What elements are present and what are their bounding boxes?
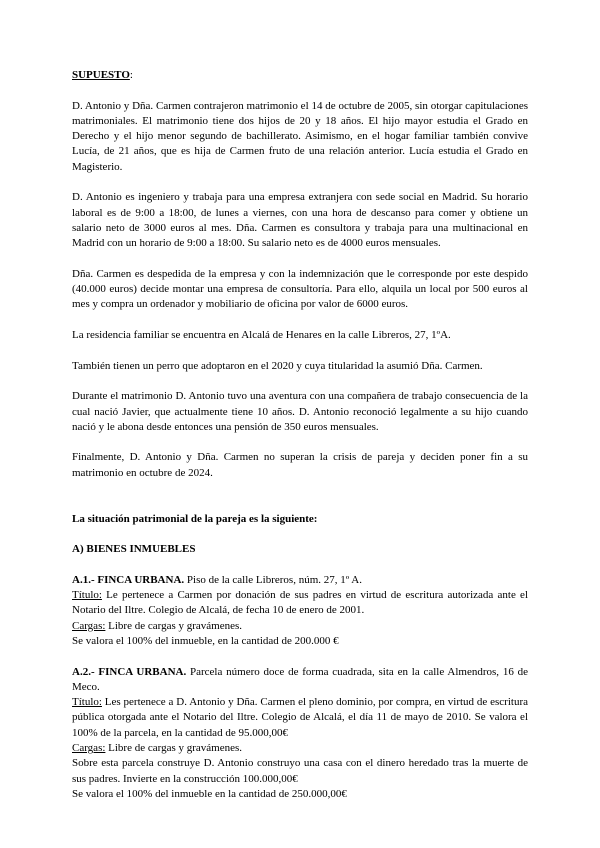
finca-2-titulo — [72, 695, 528, 741]
finca-2-titulo-text: Les pertenece a D. Antonio y Dña. Carmen el pleno dominio, por compra, en virtud de escritura pública otorgada ante el Notario del Iltre. Colegio de Alcalá, el día 11 de mayo de 2010. Se valora el 100% de la parcela, en la cantidad de 95.000,00€ — [72, 696, 528, 739]
finca-2 — [72, 665, 528, 803]
document-title — [72, 68, 528, 83]
title-text: SUPUESTO — [72, 69, 130, 81]
finca-2-titulo-label: Título: — [72, 696, 102, 709]
finca-1-description: Piso de la calle Libreros, núm. 27, 1º A. — [184, 573, 362, 586]
finca-2-valor: Se valora el 100% del inmueble en la cantidad de 250.000,00€ — [72, 787, 347, 800]
finca-1-title: A.1.- FINCA URBANA. — [72, 573, 185, 586]
finca-1-titulo-label: Título: — [72, 589, 102, 602]
finca-1-header — [72, 573, 528, 588]
finca-2-cargas — [72, 741, 528, 756]
finca-1-cargas-label: Cargas: — [72, 619, 106, 632]
finca-2-construccion: Sobre esta parcela construye D. Antonio construyo una casa con el dinero heredado tras la muerte de sus padres. Invierte en la construcción 100.000,00€ — [72, 757, 528, 785]
paragraph-7: Finalmente, D. Antonio y Dña. Carmen no superan la crisis de pareja y deciden poner fin a su matrimonio en octubre de 2024. — [72, 451, 528, 479]
finca-2-cargas-text: Libre de cargas y gravámenes. — [105, 742, 243, 755]
section-heading: La situación patrimonial de la pareja es la siguiente: — [72, 512, 318, 525]
finca-1 — [72, 573, 528, 649]
paragraph-6: Durante el matrimonio D. Antonio tuvo una aventura con una compañera de trabajo consecuencia de la cual nació Javier, que actualmente tiene 10 años. D. Antonio reconoció legalmente a su hijo cuando nació y le abona desde entonces una pensión de 350 euros mensuales. — [72, 390, 528, 433]
finca-2-header — [72, 665, 528, 696]
title-colon: : — [129, 69, 133, 81]
subsection-heading: A) BIENES INMUEBLES — [72, 543, 196, 556]
finca-1-cargas — [72, 619, 528, 634]
finca-1-cargas-text: Libre de cargas y gravámenes. — [105, 619, 243, 632]
finca-2-cargas-label: Cargas: — [72, 742, 106, 755]
finca-2-title: A.2.- FINCA URBANA. — [72, 665, 187, 678]
finca-1-valor: Se valora el 100% del inmueble, en la cantidad de 200.000 € — [72, 634, 339, 647]
paragraph-2: D. Antonio es ingeniero y trabaja para una empresa extranjera con sede social en Madrid. Su horario laboral es de 9:00 a 18:00, de lunes a viernes, con una hora de descanso para comer y obtiene un salario neto de 3000 euros al mes. Dña. Carmen es consultora y trabaja para una multinacional en Madrid con un horario de 9:00 a 18:00. Su salario neto es de 4000 euros mensuales. — [72, 191, 528, 250]
finca-1-titulo — [72, 588, 528, 619]
paragraph-5: También tienen un perro que adoptaron en el 2020 y cuya titularidad la asumió Dña. Carmen. — [72, 359, 483, 372]
paragraph-4: La residencia familiar se encuentra en Alcalá de Henares en la calle Libreros, 27, 1ºA. — [72, 329, 451, 342]
paragraph-3: Dña. Carmen es despedida de la empresa y con la indemnización que le corresponde por este despido (40.000 euros) decide montar una empresa de consultoría. Para ello, alquila un local por 500 euros al mes y compra un ordenador y mobiliario de oficina por valor de 6000 euros. — [72, 267, 528, 311]
finca-1-titulo-text: Le pertenece a Carmen por donación de sus padres en virtud de escritura autorizada ante el Notario del Iltre. Colegio de Alcalá, de fecha 10 de enero de 2001. — [72, 589, 528, 617]
paragraph-1: D. Antonio y Dña. Carmen contrajeron matrimonio el 14 de octubre de 2005, sin otorgar capitulaciones matrimoniales. El matrimonio tiene dos hijos de 20 y 18 años. El hijo mayor estudia el Grado en Derecho y el hijo menor segundo de bachillerato. Asimismo, en el hogar familiar también convive Lucía, de 21 años, que es hija de Carmen fruto de una relación anterior. Lucía estudia el Grado en Magisterio. — [72, 99, 528, 173]
finca-2-description: Parcela número doce de forma cuadrada, sita en la calle Almendros, 16 de Meco. — [72, 665, 529, 693]
